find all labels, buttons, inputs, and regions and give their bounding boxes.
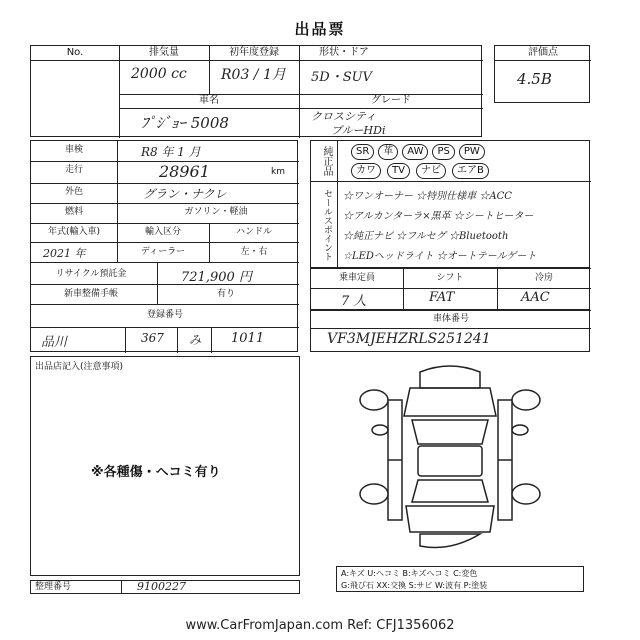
import-type-value: ディーラー bbox=[140, 247, 186, 257]
car-diagram bbox=[350, 360, 550, 560]
equip-kawa: カワ bbox=[351, 163, 381, 179]
notes-label: 出品店記入(注意事項) bbox=[35, 362, 124, 372]
equip-power-windows: PW bbox=[459, 144, 485, 160]
import-year-label: 年式(輸入車) bbox=[47, 227, 101, 237]
handle-label: ハンドル bbox=[235, 227, 272, 237]
equip-power-steering: PS bbox=[432, 144, 454, 160]
exterior-color-value: グラン・ナクレ bbox=[143, 187, 227, 201]
inspection-value: R8 年 1 月 bbox=[141, 145, 201, 159]
legend-line-1: A:キズ U:ヘコミ B:キズヘコミ C:変色 bbox=[341, 569, 478, 578]
first-registration-label: 初年度登録 bbox=[229, 47, 279, 58]
front-bumper-shape bbox=[420, 366, 480, 388]
trunk-shape bbox=[406, 506, 494, 532]
recycle-value: 721,900 円 bbox=[181, 270, 252, 285]
wheel-rear-right-shape bbox=[512, 484, 540, 504]
import-year-value: 2021 年 bbox=[43, 247, 86, 260]
grade-label: グレード bbox=[371, 95, 411, 106]
wheel-rear-left-shape bbox=[360, 484, 388, 504]
left-info-table bbox=[30, 140, 298, 352]
plate-class: 367 bbox=[141, 331, 164, 345]
equip-navi: ナビ bbox=[416, 163, 446, 179]
equip-airbag: エアB bbox=[452, 163, 489, 179]
right-info-table bbox=[310, 140, 590, 268]
no-label: No. bbox=[66, 47, 84, 58]
equip-alloy-wheels: AW bbox=[402, 144, 428, 160]
capacity-value: 7 人 bbox=[341, 294, 367, 309]
wheel-front-right-shape bbox=[512, 390, 540, 410]
equipment-row-1 bbox=[351, 144, 587, 160]
plate-label: 登録番号 bbox=[146, 310, 183, 320]
spec-table bbox=[310, 268, 590, 310]
body-type-label: 形状・ドア bbox=[319, 47, 369, 58]
equip-leather: 革 bbox=[378, 144, 398, 160]
sales-point-3: ☆純正ナビ ☆フルセグ ☆Bluetooth bbox=[343, 231, 509, 242]
shift-value: FAT bbox=[429, 290, 455, 305]
hood-shape bbox=[404, 388, 496, 416]
ac-value: AAC bbox=[521, 290, 550, 305]
displacement-label: 排気量 bbox=[149, 47, 179, 58]
inspection-label: 車検 bbox=[64, 145, 83, 155]
import-type-label: 輸入区分 bbox=[144, 227, 181, 237]
page-title: 出品票 bbox=[294, 20, 346, 38]
fuel-label: 燃料 bbox=[64, 207, 83, 217]
windshield-shape bbox=[412, 420, 488, 444]
wheel-front-left-shape bbox=[360, 390, 388, 410]
reg-number-label: 整理番号 bbox=[35, 582, 72, 592]
legend-line-2: G:飛び石 XX:交換 S:サビ W:波有 P:塗装 bbox=[341, 581, 488, 590]
rating-label: 評価点 bbox=[495, 46, 591, 61]
plate-number: 1011 bbox=[231, 331, 265, 346]
model-value: ﾌﾟｼﾞｮｰ 5008 bbox=[141, 114, 229, 132]
maintenance-book-value: 有り bbox=[216, 289, 235, 299]
capacity-label: 乗車定員 bbox=[338, 273, 375, 283]
plate-kana: み bbox=[189, 333, 202, 347]
vin-label: 車体番号 bbox=[432, 314, 469, 324]
mileage-value: 28961 bbox=[159, 162, 210, 181]
equip-sunroof: SR bbox=[351, 144, 374, 160]
mileage-unit: km bbox=[271, 167, 285, 177]
equipment-row-2 bbox=[351, 163, 587, 179]
grade-value-line1: クロスシティ bbox=[311, 110, 377, 123]
roof-shape bbox=[418, 446, 482, 476]
model-label: 車名 bbox=[199, 95, 219, 106]
recycle-label: リサイクル預託金 bbox=[55, 269, 127, 279]
ac-label: 冷房 bbox=[534, 273, 553, 283]
header-grid bbox=[30, 45, 482, 137]
rear-window-shape bbox=[412, 480, 488, 502]
sales-point-2: ☆アルカンターラ×黒革 ☆シートヒーター bbox=[343, 211, 534, 222]
mileage-label: 走行 bbox=[64, 165, 83, 175]
watermark: www.CarFromJapan.com Ref: CFJ1356062 bbox=[185, 618, 455, 633]
rating-box bbox=[494, 45, 590, 103]
exterior-color-label: 外色 bbox=[64, 187, 83, 197]
maintenance-book-label: 新車整備手帳 bbox=[63, 289, 118, 299]
reg-number-box bbox=[30, 580, 300, 594]
sales-point-4: ☆LEDヘッドライト ☆オートテールゲート bbox=[343, 251, 537, 262]
damage-legend bbox=[336, 566, 584, 592]
fuel-value: ガソリン・軽油 bbox=[184, 207, 248, 217]
sales-point-1: ☆ワンオーナー ☆特別仕様車 ☆ACC bbox=[343, 191, 512, 202]
vin-value: VF3MJEHZRLS251241 bbox=[327, 331, 491, 347]
plate-area: 品川 bbox=[41, 335, 68, 350]
rating-value: 4.5B bbox=[517, 70, 552, 88]
vin-table bbox=[310, 310, 590, 352]
equip-tv: TV bbox=[387, 163, 410, 179]
sales-points-label: セールスポイント bbox=[322, 189, 332, 261]
rear-bumper-shape bbox=[420, 534, 480, 548]
reg-number-value: 9100227 bbox=[137, 580, 186, 593]
handle-value: 左・右 bbox=[240, 247, 268, 257]
equipment-label: 純正品 bbox=[321, 146, 332, 176]
notes-box bbox=[30, 356, 300, 576]
grade-value-line2: ブルーHDi bbox=[331, 124, 386, 137]
displacement-value: 2000 cc bbox=[131, 66, 187, 82]
first-registration-value: R03 / 1月 bbox=[221, 67, 286, 83]
body-type-value: 5D・SUV bbox=[311, 70, 372, 85]
notes-text: ※各種傷・ヘコミ有り bbox=[91, 465, 221, 480]
shift-label: シフト bbox=[436, 273, 464, 283]
